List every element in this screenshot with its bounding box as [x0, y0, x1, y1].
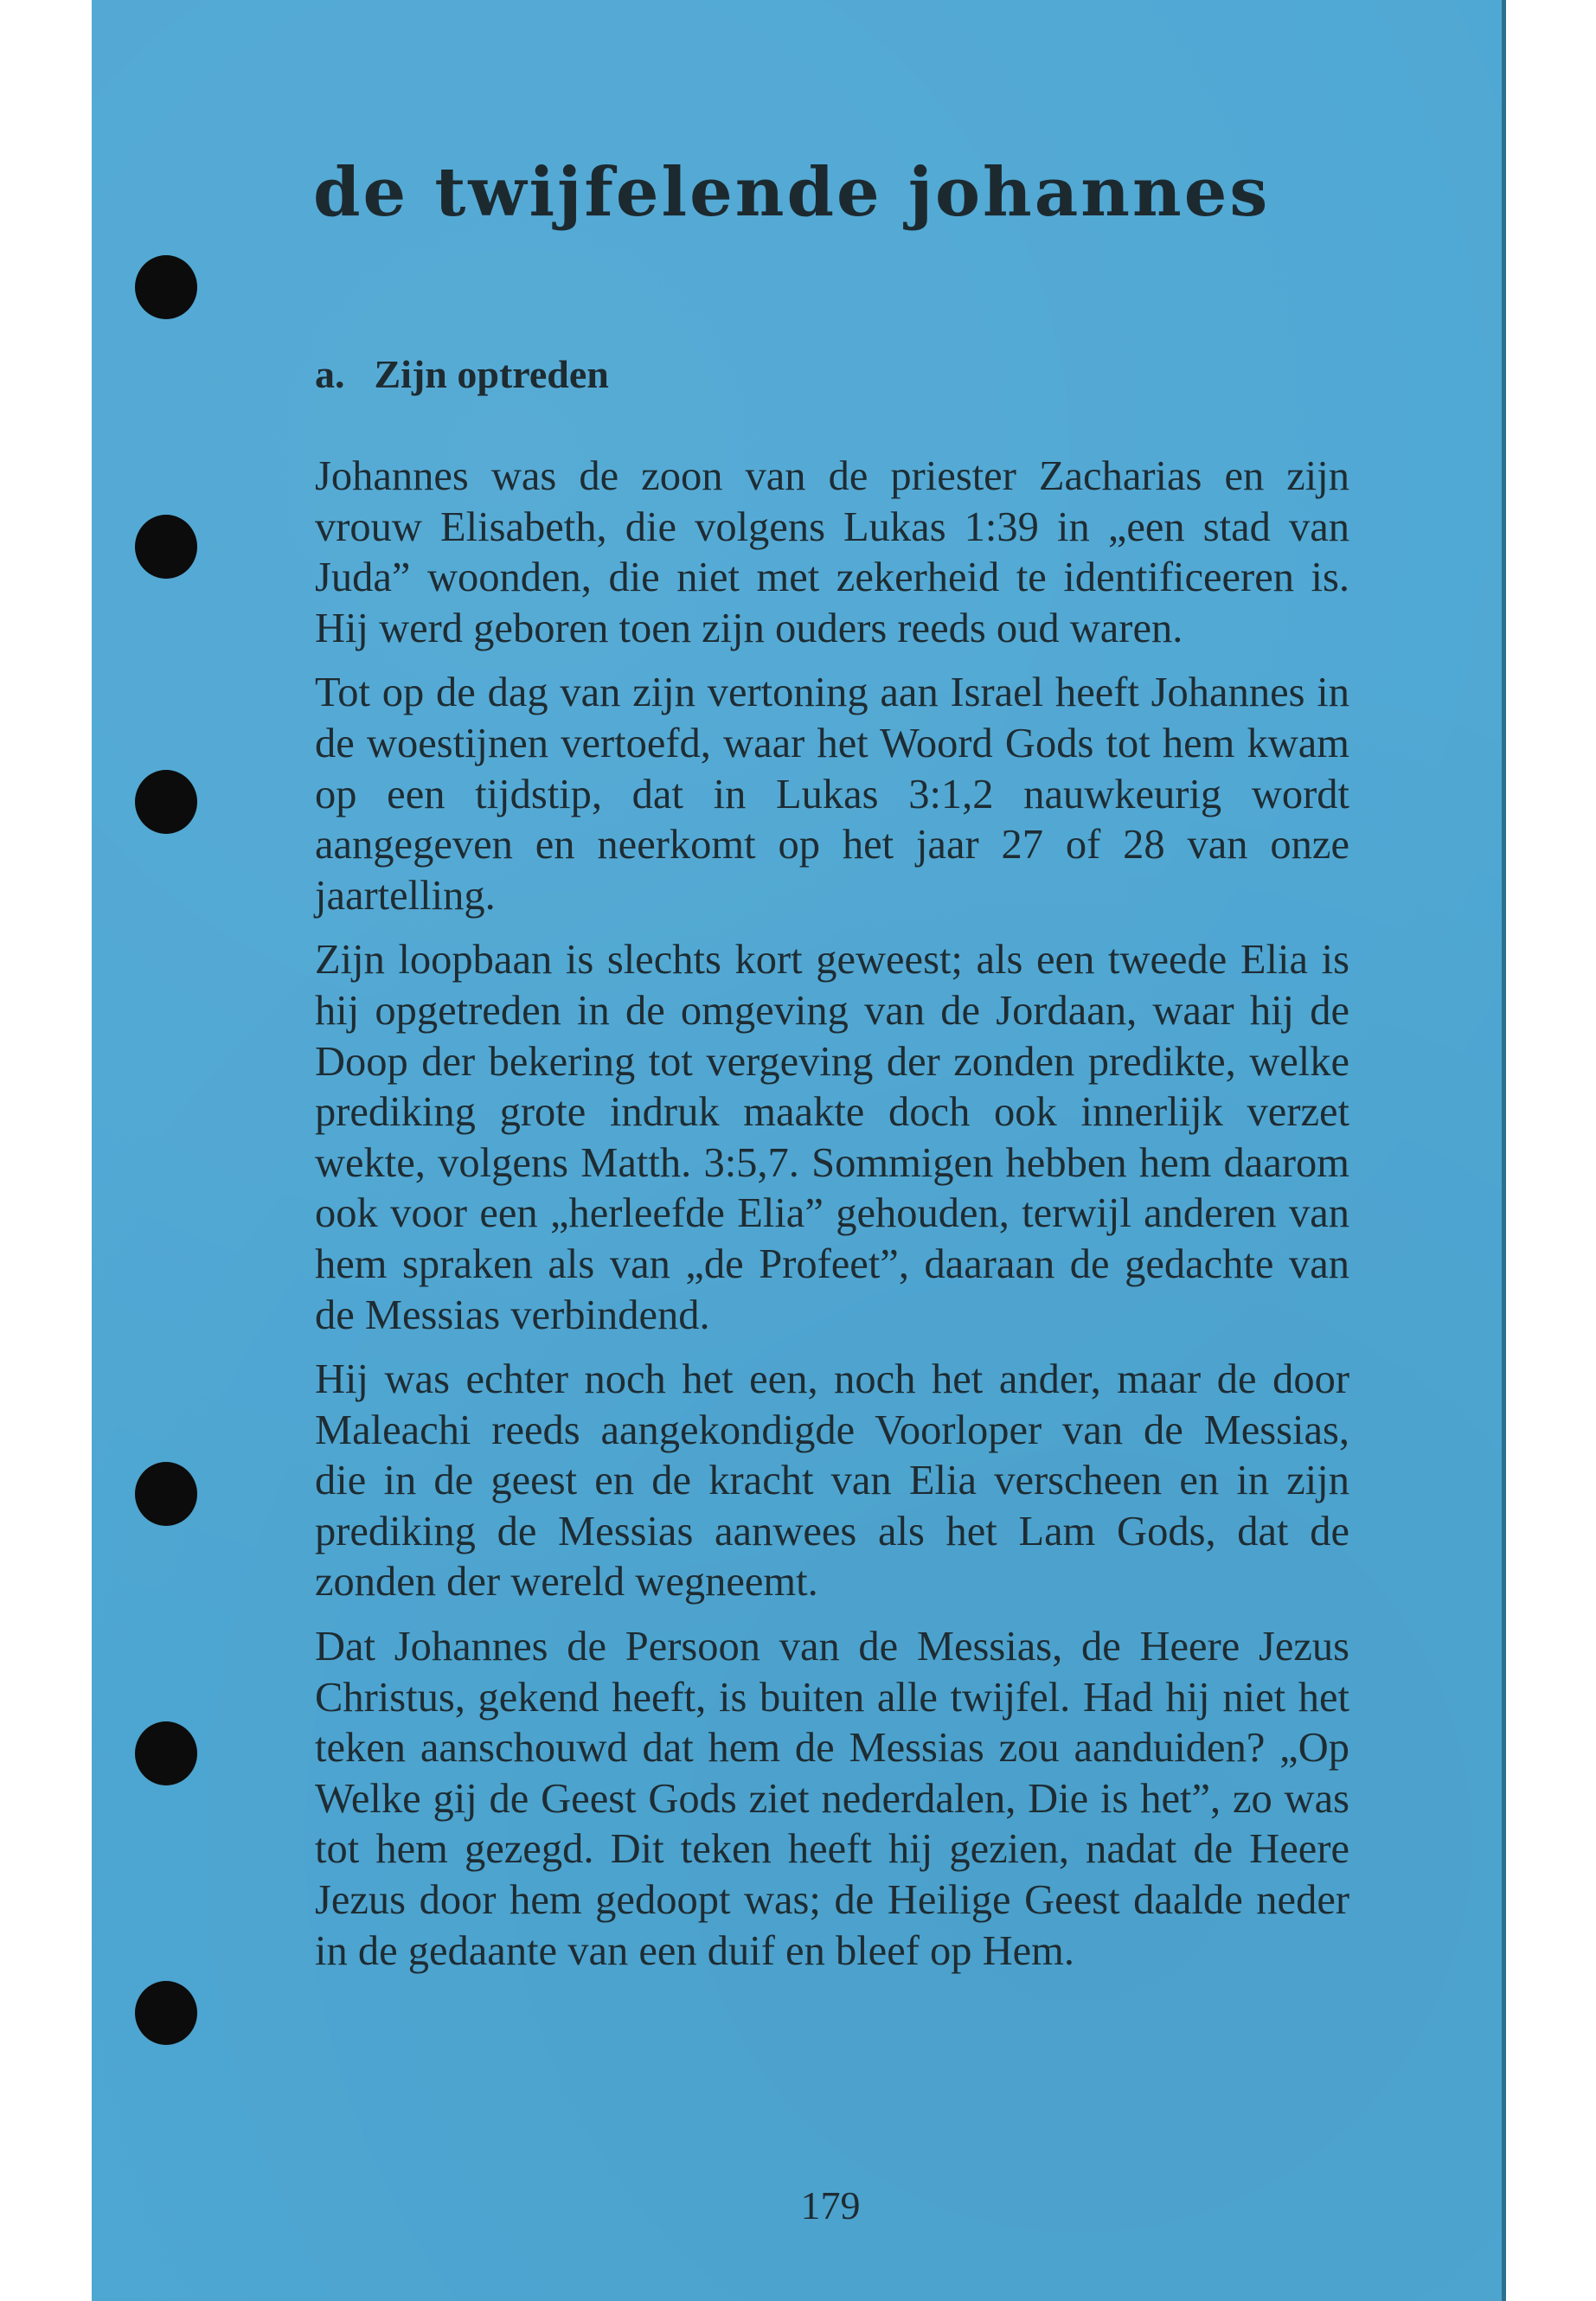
- paragraph: Zijn loopbaan is slechts kort geweest; als een tweede Elia is hij opgetreden in de omgeving van de Jordaan, waar hij de Doop der bekering tot vergeving der zonden predikte, welke prediking grote indruk maakte doch ook innerlijk verzet wekte, volgens Matth. 3:5,7. Sommigen hebben hem daarom ook voor een „herleefde Elia” gehouden, terwijl anderen van hem spraken als van „de Profeet”, daaraan de gedachte van de Messias verbindend.: [315, 937, 1349, 1338]
- punch-hole: [135, 1981, 197, 2045]
- punch-hole: [135, 770, 197, 834]
- section-letter: a.: [315, 352, 345, 396]
- page-number: 179: [800, 2183, 861, 2227]
- paragraph: Dat Johannes de Persoon van de Messias, de Heere Jezus Christus, gekend heeft, is buiten alle twijfel. Had hij niet het teken aanschouwd dat hem de Messias zou aanduiden? „Op Welke gij de Geest Gods ziet nederdalen, Die is het”, zo was tot hem gezegd. Dit teken heeft hij gezien, nadat de Heere Jezus door hem gedoopt was; de Heilige Geest daalde neder in de gedaante van een duif en bleef op Hem.: [315, 1624, 1349, 1974]
- section-heading: [315, 344, 609, 405]
- page-edge: [1502, 0, 1506, 2301]
- punch-hole: [135, 255, 197, 319]
- paragraph: Johannes was de zoon van de priester Zacharias en zijn vrouw Elisabeth, die volgens Lukas 1:39 in „een stad van Juda” woonden, die niet met zekerheid te identificeeren is. Hij werd geboren toen zijn ouders reeds oud waren.: [315, 453, 1349, 651]
- punch-hole: [135, 1462, 197, 1526]
- paragraph: Hij was echter noch het een, noch het ander, maar de door Maleachi reeds aangekondigde Voorloper van de Messias, die in de geest en de kracht van Elia verscheen en in zijn prediking de Messias aanwees als het Lam Gods, dat de zonden der wereld wegneemt.: [315, 1356, 1349, 1606]
- paragraph: Tot op de dag van zijn vertoning aan Israel heeft Johannes in de woestijnen vertoefd, waar het Woord Gods tot hem kwam op een tijdstip, dat in Lukas 3:1,2 nauwkeurig wordt aangegeven en neerkomt op het jaar 27 of 28 van onze jaartelling.: [315, 670, 1349, 919]
- punch-hole: [135, 1721, 197, 1785]
- section-heading-text: Zijn optreden: [374, 352, 609, 396]
- page-title: de twijfelende johannes: [313, 153, 1271, 232]
- punch-hole: [135, 515, 197, 579]
- body-text: [315, 452, 1349, 1990]
